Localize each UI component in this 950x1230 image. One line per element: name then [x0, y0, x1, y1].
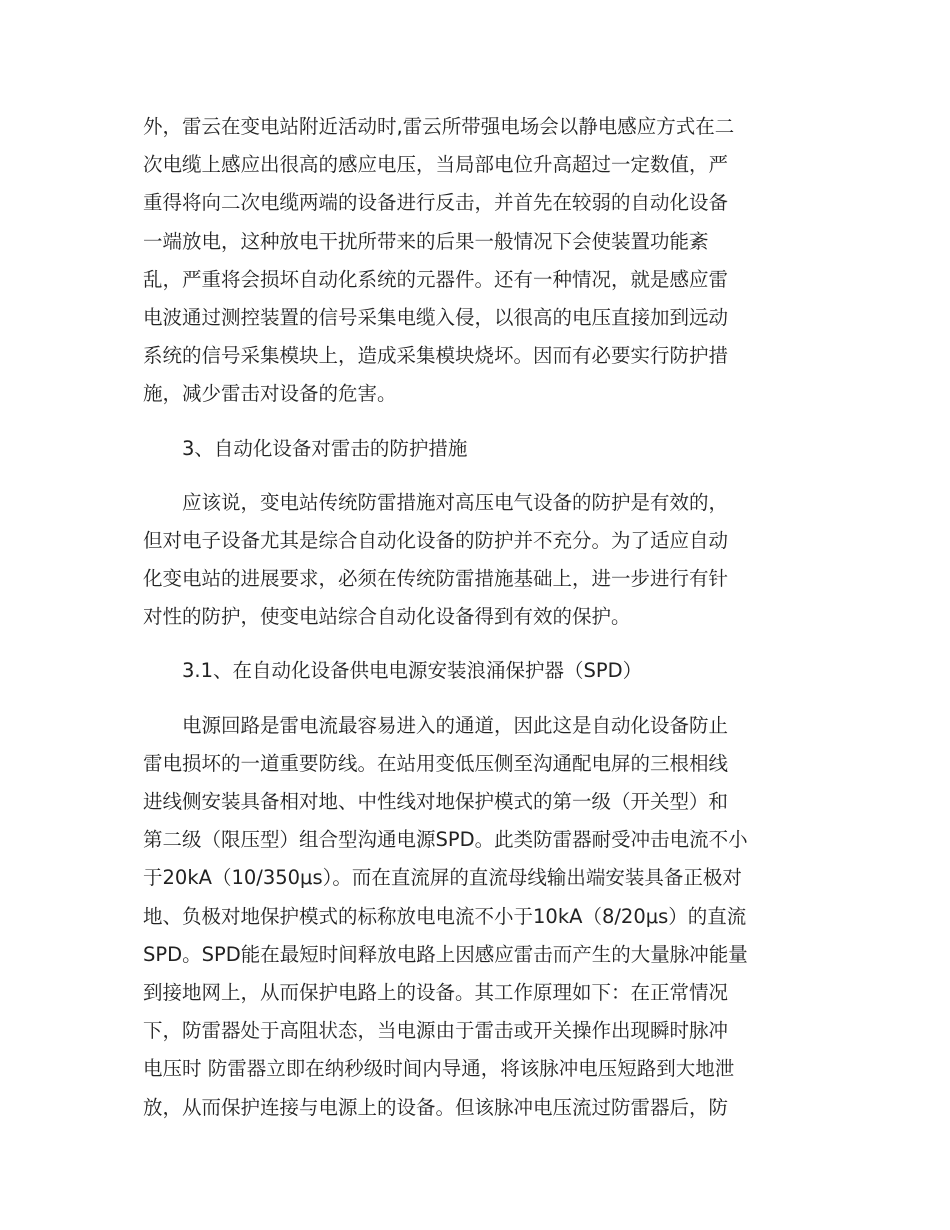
text-line: 外，雷云在变电站附近活动时,雷云所带强电场会以静电感应方式在二 [143, 115, 735, 138]
paragraph-gap [143, 691, 815, 707]
text-line: 重得将向二次电缆两端的设备进行反击，并首先在较弱的自动化设备 [143, 191, 729, 215]
text-line: 地、负极对地保护模式的标称放电电流不小于10kA（8/20μs）的直流 [143, 904, 747, 928]
paragraph-1 [143, 108, 815, 414]
text-line: 放，从而保护连接与电源上的设备。但该脉冲电压流过防雷器后，防 [143, 1095, 729, 1119]
text-line: 乱，严重将会损坏自动化系统的元器件。还有一种情况，就是感应雷 [143, 267, 729, 291]
text-line: 雷电损坏的一道重要防线。在站用变低压侧至沟通配电屏的三根相线 [143, 751, 729, 775]
text-line: 到接地网上，从而保护电路上的设备。其工作原理如下：在正常情况 [143, 980, 729, 1004]
text-line: 应该说，变电站传统防雷措施对高压电气设备的防护是有效的， [182, 490, 729, 514]
document-body [143, 108, 815, 1127]
paragraph-gap [143, 414, 815, 430]
paragraph-3 [143, 707, 815, 1127]
text-line: 下，防雷器处于高阻状态，当电源由于雷击或开关操作出现瞬时脉冲 [143, 1019, 729, 1043]
text-line: 但对电子设备尤其是综合自动化设备的防护并不充分。为了适应自动 [143, 528, 729, 552]
text-line: 系统的信号采集模块上，造成采集模块烧坏。因而有必要实行防护措 [143, 344, 729, 368]
text-line: 于20kA（10/350μs）。而在直流屏的直流母线输出端安装具备正极对 [143, 866, 742, 890]
heading-line: 3.1、在自动化设备供电电源安装浪涌保护器（SPD） [182, 659, 643, 683]
paragraph-gap [143, 468, 815, 484]
section-heading-3-1 [143, 652, 815, 690]
text-line: 施，减少雷击对设备的危害。 [143, 382, 397, 406]
text-line: 进线侧安装具备相对地、中性线对地保护模式的第一级（开关型）和 [143, 790, 729, 813]
text-line: 对性的防护，使变电站综合自动化设备得到有效的保护。 [143, 605, 631, 629]
text-line: 一端放电，这种放电干扰所带来的后果一般情况下会使装置功能紊 [143, 229, 709, 253]
paragraph-gap [143, 636, 815, 652]
text-line: 次电缆上感应出很高的感应电压，当局部电位升高超过一定数值，严 [143, 153, 729, 177]
text-line: 电源回路是雷电流最容易进入的通道，因此这是自动化设备防止 [182, 713, 729, 737]
text-line: 化变电站的进展要求，必须在传统防雷措施基础上，进一步进行有针 [143, 567, 729, 591]
text-line: 电波通过测控装置的信号采集电缆入侵，以很高的电压直接加到远动 [143, 305, 729, 329]
text-line: SPD。SPD能在最短时间释放电路上因感应雷击而产生的大量脉冲能量 [143, 942, 748, 966]
text-line: 第二级（限压型）组合型沟通电源SPD。此类防雷器耐受冲击电流不小 [143, 828, 748, 852]
text-line: 电压时 防雷器立即在纳秒级时间内导通，将该脉冲电压短路到大地泄 [143, 1057, 735, 1081]
section-heading-3 [143, 430, 815, 468]
paragraph-2 [143, 484, 815, 637]
heading-line: 3、自动化设备对雷击的防护措施 [182, 436, 468, 460]
